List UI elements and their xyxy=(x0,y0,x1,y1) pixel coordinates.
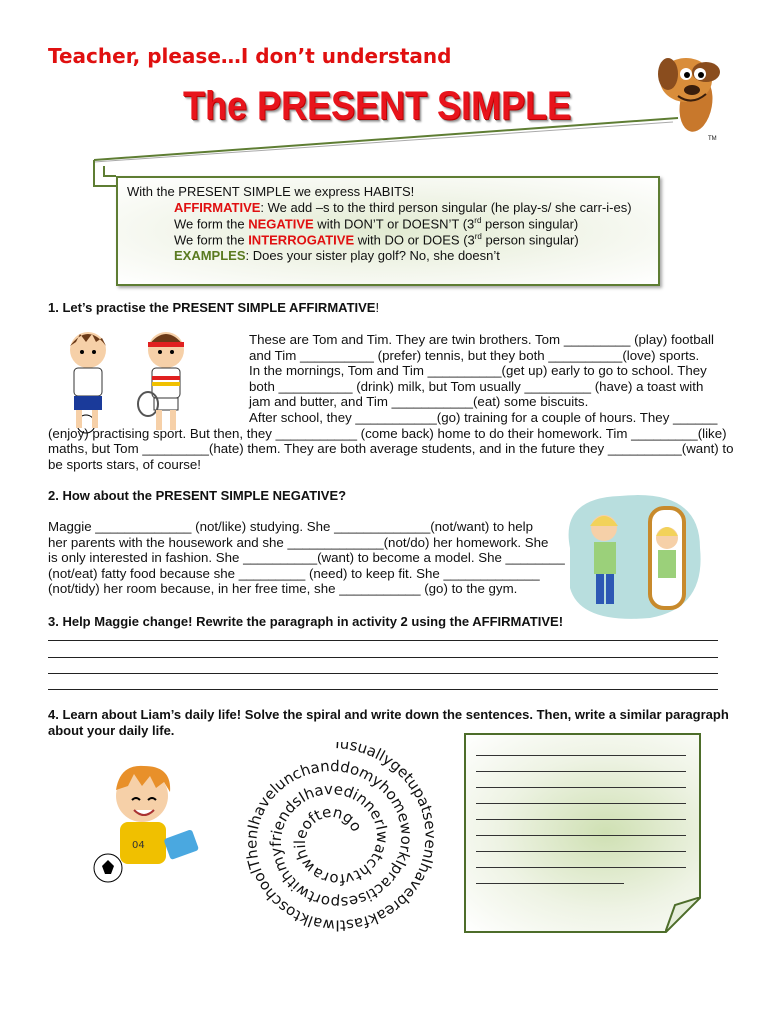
trademark-text: TM xyxy=(708,136,717,142)
answer-line-1[interactable] xyxy=(48,640,718,641)
exercise-3-heading: 3. Help Maggie change! Rewrite the paragraph in activity 2 using the AFFIRMATIVE! xyxy=(48,614,564,629)
page-title: The PRESENT SIMPLE xyxy=(183,84,572,128)
note-line-4[interactable] xyxy=(476,803,686,804)
ex1-line-1: These are Tom and Tim. They are twin brothers. Tom _________ (play) football xyxy=(249,332,714,347)
ex1-line-9: be sports stars, of course! xyxy=(48,456,201,472)
spiral-textpath: IusuallygetupatsevenIhavebreakfastIwalktoschoolThenIhavelunchanddomyhomeworkIpractisesportwithmyfriendsIhavedinnerIwatchtvforawhileoftengo xyxy=(242,742,440,935)
ex1-line-6: After school, they ___________(go) training for a couple of hours. They ______ xyxy=(249,410,718,425)
dog-mascot-image xyxy=(656,44,728,145)
answer-line-3[interactable] xyxy=(48,673,718,674)
exercise-4-heading-line-2: about your daily life. xyxy=(48,723,175,738)
negative-end: person singular) xyxy=(481,216,579,232)
subtitle: Teacher, please…I don’t understand xyxy=(48,44,452,68)
answer-line-2[interactable] xyxy=(48,657,718,658)
ex1-line-4: both __________ (drink) milk, but Tom usually _________ (have) a toast with xyxy=(249,378,704,394)
interrogative-end: person singular) xyxy=(481,232,579,248)
ex1-heading-bold: PRESENT SIMPLE AFFIRMATIVE xyxy=(172,300,376,315)
note-line-8[interactable] xyxy=(476,867,686,868)
note-line-6[interactable] xyxy=(476,835,686,836)
rule-interrogative xyxy=(174,232,579,247)
writing-note-paper[interactable] xyxy=(464,733,701,933)
examples-label: EXAMPLES xyxy=(174,248,246,263)
negative-sup: rd xyxy=(474,216,482,225)
note-line-3[interactable] xyxy=(476,787,686,788)
note-line-1[interactable] xyxy=(476,755,686,756)
rule-negative xyxy=(174,216,578,231)
affirmative-label: AFFIRMATIVE xyxy=(174,200,261,215)
svg-text:04: 04 xyxy=(132,840,145,851)
note-line-7[interactable] xyxy=(476,851,686,852)
ex1-line-2: and Tim __________ (prefer) tennis, but they both __________(love) sports. xyxy=(249,347,700,363)
ex2-line-4: (not/eat) fatty food because she _________ (need) to keep fit. She _____________ xyxy=(48,565,540,581)
exercise-1-heading xyxy=(48,300,379,315)
note-line-9[interactable] xyxy=(476,883,624,884)
ex1-heading-end: ! xyxy=(375,300,380,315)
interrogative-sup: rd xyxy=(474,232,482,241)
page-curl-corner xyxy=(665,897,701,933)
word-spiral xyxy=(220,742,450,943)
rule-affirmative xyxy=(174,200,632,215)
grammar-rules-box xyxy=(116,176,660,286)
ex2-line-2: her parents with the housework and she _____________(not/do) her homework. She xyxy=(48,534,549,550)
rule-examples xyxy=(174,248,500,263)
note-line-2[interactable] xyxy=(476,771,686,772)
spiral-text xyxy=(220,742,440,935)
negative-text: with DON’T or DOESN’T (3 xyxy=(313,216,475,232)
interrogative-pre: We form the xyxy=(174,232,249,248)
ex2-line-3: is only interested in fashion. She __________(want) to become a model. She ________ xyxy=(48,550,565,566)
ex1-heading-pre: 1. Let’s practise the xyxy=(48,300,173,315)
ex1-line-7: (enjoy) practising sport. But then, they ___________ (come back) home to do their homework. Tim _________(like) xyxy=(48,425,727,441)
interrogative-text: with DO or DOES (3 xyxy=(354,232,475,248)
rules-intro: With the PRESENT SIMPLE we express HABITS! xyxy=(127,184,415,199)
liam-boy-image xyxy=(80,760,210,891)
girl-mirror-image xyxy=(560,488,706,629)
negative-pre: We form the xyxy=(174,216,249,232)
ex2-line-1: Maggie _____________ (not/like) studying. She _____________(not/want) to help xyxy=(48,519,533,534)
interrogative-label: INTERROGATIVE xyxy=(248,232,355,248)
ex1-line-3: In the mornings, Tom and Tim __________(get up) early to go to school. They xyxy=(249,363,707,379)
ex1-line-5: jam and butter, and Tim ___________(eat) some biscuits. xyxy=(249,394,589,410)
exercise-4-heading-line-1: 4. Learn about Liam’s daily life! Solve the spiral and write down the sentences. Then, write a similar paragraph xyxy=(48,707,729,722)
negative-label: NEGATIVE xyxy=(248,216,314,232)
examples-text: : Does your sister play golf? No, she doesn’t xyxy=(245,248,500,263)
affirmative-text: : We add –s to the third person singular (he play-s/ she carr-i-es) xyxy=(260,200,632,215)
twin-boys-image xyxy=(62,320,202,443)
ex2-line-5: (not/tidy) her room because, in her free time, she ___________ (go) to the gym. xyxy=(48,581,518,597)
answer-line-4[interactable] xyxy=(48,689,718,690)
note-line-5[interactable] xyxy=(476,819,686,820)
exercise-2-heading: 2. How about the PRESENT SIMPLE NEGATIVE? xyxy=(48,488,347,503)
ex1-line-8: maths, but Tom _________(hate) them. They are both average students, and in the future they __________(want) to xyxy=(48,441,734,457)
